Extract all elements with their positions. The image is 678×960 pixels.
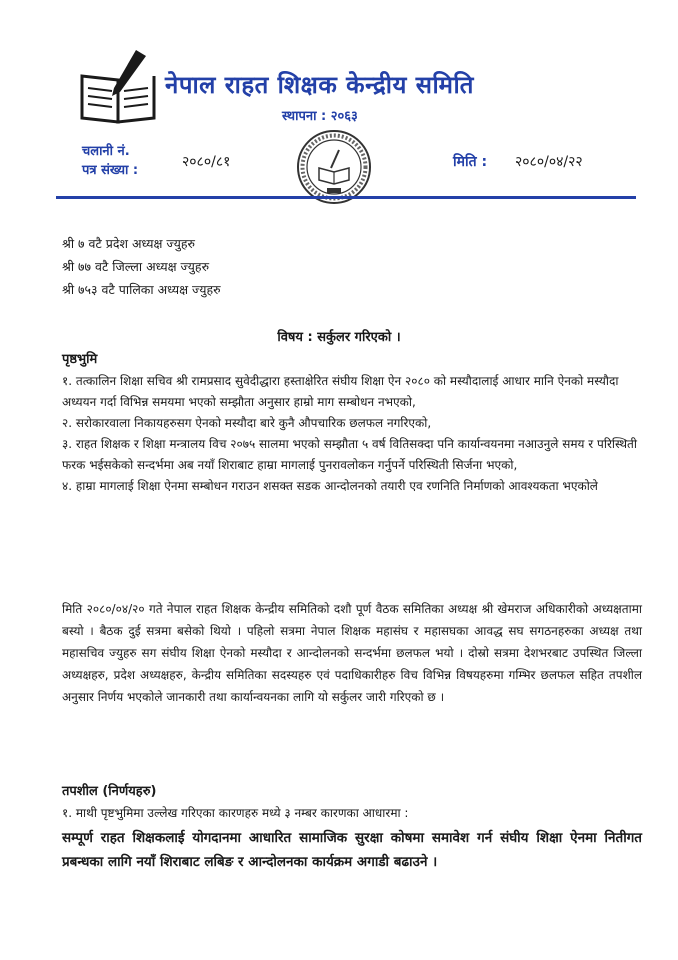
date-value: २०८०/०४/२२ xyxy=(515,154,583,170)
header-divider xyxy=(56,196,636,199)
book-pen-icon xyxy=(78,48,160,124)
recipient-line: श्री ७७ वटै जिल्ला अध्यक्ष ज्युहरु xyxy=(62,259,210,274)
background-heading: पृष्ठभुमि xyxy=(62,352,98,367)
decision-item: १. माथी पृष्टभुमिमा उल्लेख गरिएका कारणहरु मध्ये ३ नम्बर कारणका आधारमा : xyxy=(62,806,409,820)
background-item: १. तत्कालिन शिक्षा सचिव श्री रामप्रसाद सुवेदीद्धारा हस्ताक्षेरित संघीय शिक्षा ऐन २०८० को मस्यौदालाई आधार मानि ऐनको मस्यौदा अध्ययन गर्दा विभिन्न समयमा भएको सम्झौता अनुसार हाम्रो माग सम्बोधन नभएको, xyxy=(62,374,619,409)
background-item: ३. राहत शिक्षक र शिक्षा मन्त्रालय विच २०७५ सालमा भएको सम्झौता ५ वर्ष वितिसक्दा पनि कार्यान्वयनमा नआउनुले समय र परिस्थिती फरक भईसकेको सन्दर्भमा अब नयाँ शिराबाट हाम्रा मागलाई पुनरावलोकन गर्नुपर्ने परिस्थिती सिर्जना भएको, xyxy=(62,437,638,472)
meeting-paragraph: मिति २०८०/०४/२० गते नेपाल राहत शिक्षक केन्द्रीय समितिको दशौ पूर्ण वैठक समितिका अध्यक्ष श्री खेमराज अधिकारीको अध्यक्षतामा बस्यो । बैठक दुई सत्रमा बसेको थियो । पहिलो सत्रमा नेपाल शिक्षक महासंघ र महासघका आवद्ध सघ सगठनहरुका अध्यक्ष तथा महासचिव ज्युहरु सग संघीय शिक्षा ऐनको मस्यौदा र आन्दोलनको सन्दर्भमा छलफल भयो । दोस्रो सत्रमा देशभरबाट उपस्थित जिल्ला अध्यक्षहरु, प्रदेश अध्यक्षहरु, केन्द्रीय समितिका सदस्यहरु एवं पदाधिकारीहरु विच विभिन्न विषयहरुमा गम्भिर छलफल सहित तपशील अनुसार निर्णय भएकोले जानकारी तथा कार्यान्वयनका लागि यो सर्कुलर जारी गरिएको छ । xyxy=(62,602,642,704)
organization-name: नेपाल राहत शिक्षक केन्द्रीय समिति xyxy=(165,71,474,99)
date-label: मिति : xyxy=(453,154,488,170)
subject-line: विषय : सर्कुलर गरिएको । xyxy=(277,330,401,345)
background-item: ४. हाम्रा मागलाई शिक्षा ऐनमा सम्बोधन गराउन शसक्त सडक आन्दोलनको तयारी एव रणनिति निर्माणको आवश्यकता भएकोले xyxy=(62,479,598,493)
recipient-line: श्री ७५३ वटै पालिका अध्यक्ष ज्युहरु xyxy=(62,282,221,297)
background-list xyxy=(62,371,642,497)
patra-sankhya-label: पत्र संख्या : xyxy=(82,163,139,178)
decisions-heading: तपशील (निर्णयहरु) xyxy=(62,784,157,799)
recipient-line: श्री ७ वटै प्रदेश अध्यक्ष ज्युहरु xyxy=(62,236,195,251)
founded-year: स्थापना : २०६३ xyxy=(282,109,358,124)
organization-seal xyxy=(295,128,373,206)
recipients-list xyxy=(62,232,221,301)
decision-text: सम्पूर्ण राहत शिक्षकलाई योगदानमा आधारित सामाजिक सुरक्षा कोषमा समावेश गर्न संघीय शिक्षा ऐनमा नितीगत प्रबन्धका लागि नयाँ शिराबाट लबिङ र आन्दोलनका कार्यक्रम अगाडी बढाउने । xyxy=(62,830,642,870)
chalani-label: चलानी नं. xyxy=(82,144,130,159)
background-item: २. सरोकारवाला निकायहरुसग ऐनको मस्यौदा बारे कुनै औपचारिक छलफल नगरिएको, xyxy=(62,416,432,430)
reference-number: २०८०/८१ xyxy=(182,154,231,170)
reference-labels xyxy=(82,142,138,180)
